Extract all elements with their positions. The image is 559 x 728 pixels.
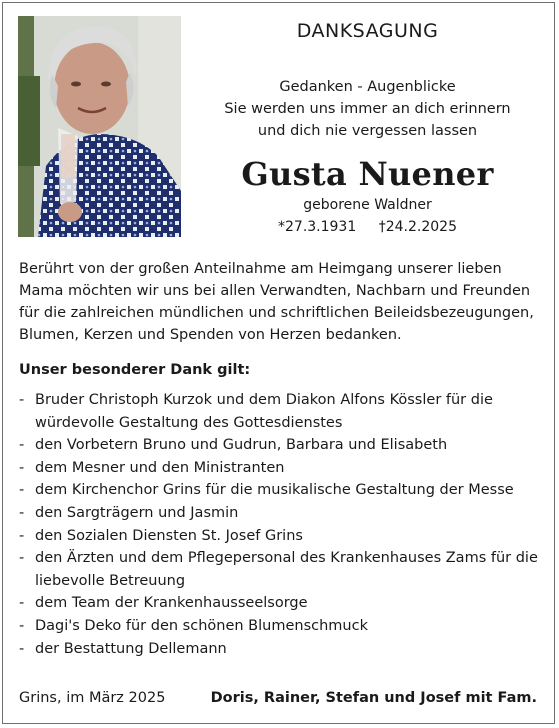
list-item-text: der Bestattung Dellemann [35,640,227,657]
list-item [19,525,539,548]
list-item [19,389,539,434]
quote-line: Gedanken - Augenblicke [279,79,456,95]
dash-bullet: - [19,392,25,408]
list-item [19,615,539,638]
list-item [19,592,539,615]
list-item [19,547,539,592]
list-item-text: dem Kirchenchor Grins für die musikalische Gestaltung der Messe [35,482,514,499]
list-item-text: den Ärzten und dem Pflegepersonal des Krankenhauses Zams für die liebevolle Betreuung [35,550,538,589]
list-item-text: Dagi's Deko für den schönen Blumenschmuck [35,617,368,634]
maiden-name: geborene Waldner [303,197,432,213]
thanks-heading: Unser besonderer Dank gilt: [19,362,251,378]
list-item-text: dem Mesner und den Ministranten [35,459,285,476]
dash-bullet: - [19,459,25,476]
list-item [19,638,539,661]
list-item-text: den Sargträgern und Jasmin [35,504,239,521]
list-item-text: den Sozialen Diensten St. Josef Grins [35,527,303,544]
list-item [19,479,539,502]
dash-bullet: - [19,617,25,634]
death-date: †24.2.2025 [378,219,457,235]
list-item-text: Bruder Christoph Kurzok und dem Diakon Alfons Kössler für die würdevolle Gestaltung des Gottesdienstes [35,392,493,431]
portrait-image [18,16,181,237]
quote-line: Sie werden uns immer an dich erinnern [224,101,511,117]
life-dates [190,219,545,235]
place-date: Grins, im März 2025 [19,690,166,706]
quote-line: und dich nie vergessen lassen [257,123,478,139]
list-item [19,434,539,457]
dash-bullet: - [19,640,25,657]
page-title: DANKSAGUNG [296,20,439,42]
memorial-quote [190,76,545,142]
list-item-text: dem Team der Krankenhausseelsorge [35,595,308,612]
intro-paragraph: Berührt von der großen Anteilnahme am Heimgang unserer lieben Mama möchten wir uns bei allen Verwandten, Nachbarn und Freunden für die zahlreichen mündlichen und schriftlichen Beileidsbezeugungen, Blumen, Kerzen und Spenden von Herzen bedanken. [19,261,534,343]
list-item [19,457,539,480]
thanks-list [19,389,539,660]
dash-bullet: - [19,550,25,567]
list-item [19,502,539,525]
signatories: Doris, Rainer, Stefan und Josef mit Fam. [210,690,537,706]
dash-bullet: - [19,595,25,612]
deceased-name: Gusta Nuener [241,155,494,193]
dash-bullet: - [19,482,25,499]
list-item-text: den Vorbetern Bruno und Gudrun, Barbara und Elisabeth [35,437,448,454]
portrait-photo [18,16,181,237]
dash-bullet: - [19,437,25,454]
birth-date: *27.3.1931 [278,219,357,235]
dash-bullet: - [19,504,25,521]
dash-bullet: - [19,527,25,544]
